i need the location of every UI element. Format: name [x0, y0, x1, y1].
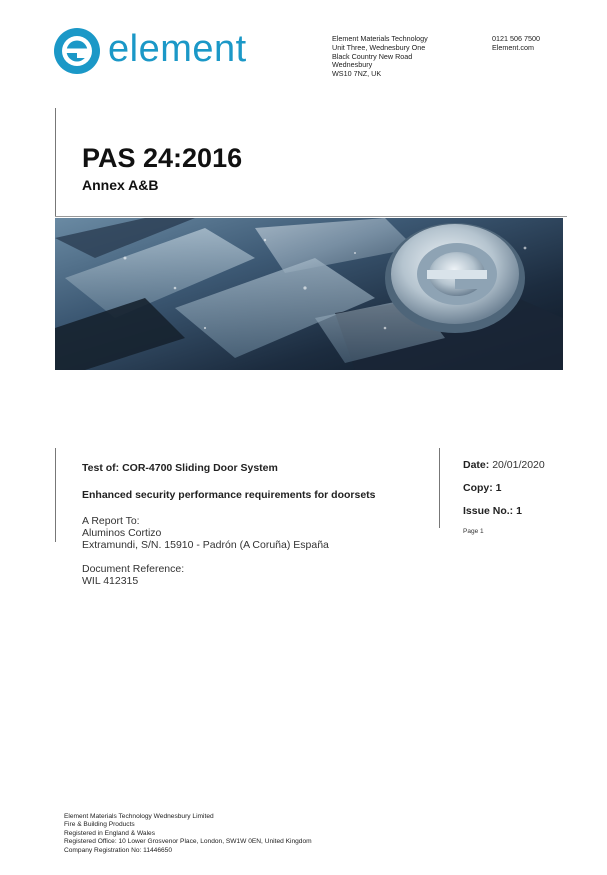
title-divider [55, 216, 567, 217]
requirements-line: Enhanced security performance requirements for doorsets [82, 489, 376, 501]
address-line: Black Country New Road [332, 51, 413, 61]
copy-label: Copy: [463, 482, 493, 494]
footer-line: Fire & Building Products [64, 821, 135, 829]
address-line: Wednesbury [332, 60, 373, 70]
date-value: 20/01/2020 [492, 459, 545, 471]
meta-left-rule [439, 448, 440, 528]
footer-line: Registered Office: 10 Lower Grosvenor Place, London, SW1W 0EN, United Kingdom [64, 838, 312, 846]
issue-value: 1 [516, 505, 522, 517]
issue-label: Issue No.: [463, 505, 514, 517]
website-link[interactable]: Element.com [492, 42, 534, 52]
issue-field [463, 505, 522, 517]
date-field [463, 459, 545, 471]
brand-wordmark: element [108, 28, 247, 70]
address-line: Element Materials Technology [332, 34, 428, 43]
company-address [332, 35, 428, 79]
footer-line: Registered in England & Wales [64, 829, 156, 837]
address-line: Unit Three, Wednesbury One [332, 42, 426, 52]
address-line: WS10 7NZ, UK [332, 69, 382, 79]
report-to-label: A Report To: [82, 515, 140, 527]
date-label: Date: [463, 459, 490, 471]
company-contact [492, 35, 540, 53]
document-subtitle: Annex A&B [82, 177, 159, 193]
document-reference-label: Document Reference: [82, 563, 185, 575]
client-address: Extramundi, S/N. 15910 - Padrón (A Coruña) España [82, 539, 329, 551]
document-title: PAS 24:2016 [82, 143, 243, 173]
info-left-rule [55, 448, 56, 542]
test-of-value: COR-4700 Sliding Door System [122, 462, 278, 474]
copy-field [463, 482, 502, 494]
phone-number: 0121 506 7500 [492, 34, 540, 43]
footer-line: Company Registration No: 11446650 [64, 846, 173, 854]
copy-value: 1 [495, 482, 502, 494]
test-of-label: Test of: [82, 462, 120, 474]
hero-image [55, 218, 563, 370]
client-name: Aluminos Cortizo [82, 527, 162, 539]
test-of-line [82, 462, 278, 474]
page-number: Page 1 [463, 528, 484, 535]
document-reference: WIL 412315 [82, 575, 139, 587]
footer-line: Element Materials Technology Wednesbury Limited [64, 813, 214, 820]
company-footer [64, 813, 312, 855]
title-left-rule [55, 108, 56, 216]
